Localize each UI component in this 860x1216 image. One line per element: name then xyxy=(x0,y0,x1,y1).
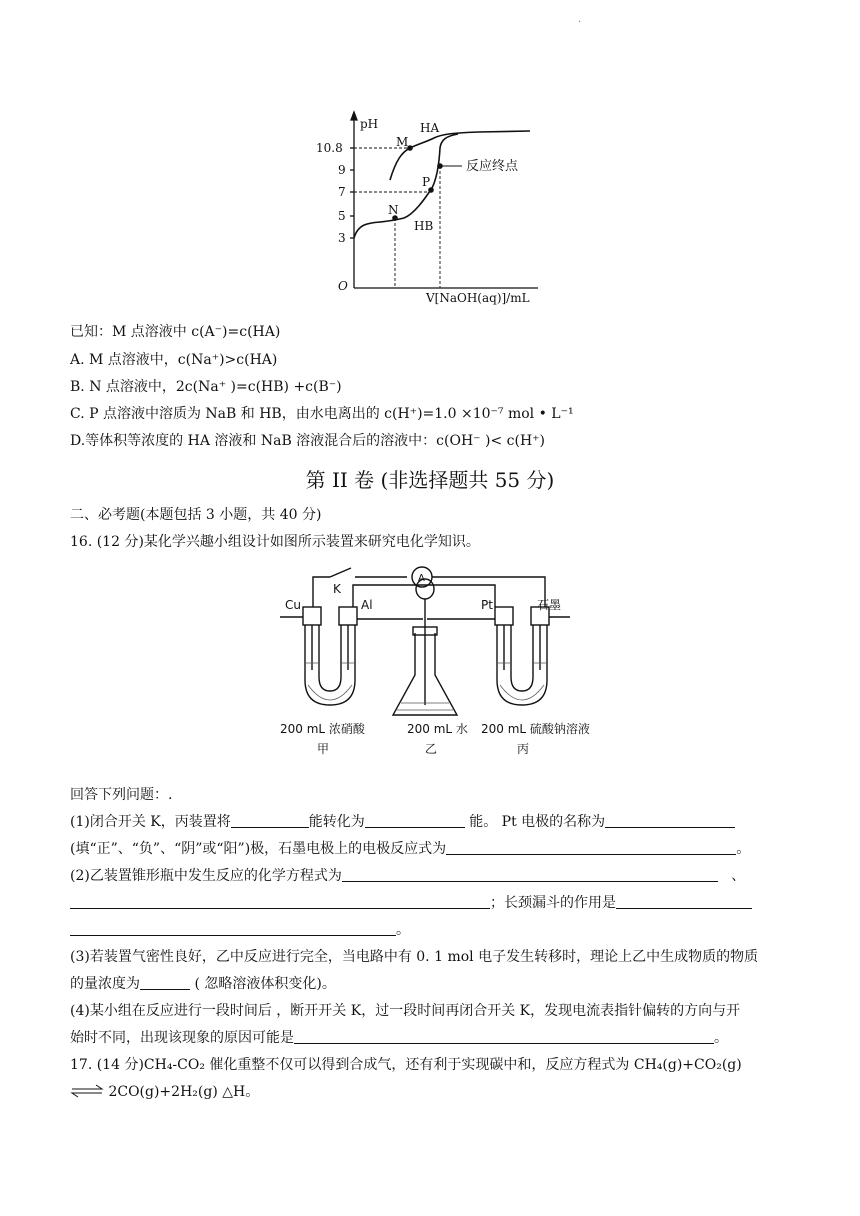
endpoint-label: 反应终点 xyxy=(466,159,519,174)
label-bing-solution: 200 mL 硫酸钠溶液 xyxy=(481,722,590,736)
q17-line1: 17. (14 分)CH₄-CO₂ 催化重整不仅可以得到合成气，还有利于实现碳中和，反应方程式为 CH₄(g)+CO₂(g) xyxy=(70,1057,742,1073)
n-label: N xyxy=(388,203,399,217)
switch-k xyxy=(330,568,351,577)
wire-left xyxy=(313,577,330,607)
q16-part4-line2: 始时不同，出现该现象的原因可能是 。 xyxy=(70,1030,728,1046)
ha-label: HA xyxy=(420,121,440,135)
q16-part3-line1: (3)若装置气密性良好，乙中反应进行完全，当电路中有 0. 1 mol 电子发生转移时，理论上乙中生成物质的物质 xyxy=(70,949,759,965)
label-ammeter: A xyxy=(418,573,425,584)
answer-prompt: 回答下列问题：. xyxy=(70,787,173,803)
label-pt: Pt xyxy=(481,598,493,612)
q16-part1-line2: (填“正”、“负”、“阴”或“阳”)极，石墨电极上的电极反应式为 。 xyxy=(70,841,751,857)
q16-part2-line3: 。 xyxy=(70,920,410,940)
titration-curve-figure xyxy=(318,100,548,308)
x-axis-label: V[NaOH(aq)]/mL xyxy=(426,291,530,305)
point-endpoint xyxy=(437,163,443,169)
tick-9: 9 xyxy=(338,163,346,177)
electrode-pt xyxy=(495,607,513,625)
label-switch: K xyxy=(333,582,341,596)
tick-5: 5 xyxy=(338,209,346,223)
q16-part1-line1: (1)闭合开关 K，丙装置将 能转化为 能。 Pt 电极的名称为 xyxy=(70,812,735,832)
label-jia-solution: 200 mL 浓硝酸 xyxy=(280,722,365,736)
p-label: P xyxy=(422,175,431,189)
m-label: M xyxy=(396,135,409,149)
section-title: 第 II 卷 (非选择题共 55 分) xyxy=(305,468,555,492)
label-graphite: 石墨 xyxy=(537,598,562,612)
option-d: D.等体积等浓度的 HA 溶液和 NaB 溶液混合后的溶液中：c(OH⁻ )< c(H⁺) xyxy=(70,433,546,449)
y-axis-label: pH xyxy=(360,117,379,131)
known-condition: 已知：M 点溶液中 c(A⁻)=c(HA) xyxy=(70,324,281,340)
origin-label: O xyxy=(338,279,348,293)
wire-al-pt xyxy=(353,585,495,607)
q16-part2-line1: (2)乙装置锥形瓶中发生反应的化学方程式为 、 xyxy=(70,868,746,884)
label-yi-solution: 200 mL 水 xyxy=(407,722,468,736)
electrode-al xyxy=(339,607,357,625)
label-jia: 甲 xyxy=(317,742,330,756)
tick-3: 3 xyxy=(338,231,346,245)
label-cu: Cu xyxy=(285,598,301,612)
label-al: Al xyxy=(361,598,373,612)
y-axis-arrow xyxy=(351,112,357,120)
equilibrium-arrow-icon xyxy=(70,1084,104,1098)
electrode-cu xyxy=(303,607,321,625)
q16-part4-line1: (4)某小组在反应进行一段时间后 ，断开开关 K，过一段时间再闭合开关 K，发现电流表指针偏转的方向与开 xyxy=(70,1003,741,1019)
option-b: B. N 点溶液中，2c(Na⁺ )=c(HB) +c(B⁻) xyxy=(70,379,342,395)
q17-line2: 2CO(g)+2H₂(g) △H。 xyxy=(70,1082,259,1102)
tick-10-8: 10.8 xyxy=(316,141,343,155)
part-heading: 二、必考题(本题包括 3 小题，共 40 分) xyxy=(70,507,322,523)
q16-part2-line2: ；长颈漏斗的作用是 xyxy=(70,893,752,913)
q16-part3-line2: 的量浓度为 ( 忽略溶液体积变化)。 xyxy=(70,976,336,992)
q16-intro: 16. (12 分)某化学兴趣小组设计如图所示装置来研究电化学知识。 xyxy=(70,534,480,550)
margin-dot: . xyxy=(578,14,582,25)
apparatus-figure xyxy=(275,565,590,770)
option-c: C. P 点溶液中溶质为 NaB 和 HB，由水电离出的 c(H⁺)=1.0 ×10⁻⁷ mol • L⁻¹ xyxy=(70,406,574,422)
hb-label: HB xyxy=(414,219,434,233)
label-yi: 乙 xyxy=(425,742,438,756)
option-a: A. M 点溶液中，c(Na⁺)>c(HA) xyxy=(70,352,278,368)
label-bing: 丙 xyxy=(517,742,530,756)
tick-7: 7 xyxy=(338,185,346,199)
